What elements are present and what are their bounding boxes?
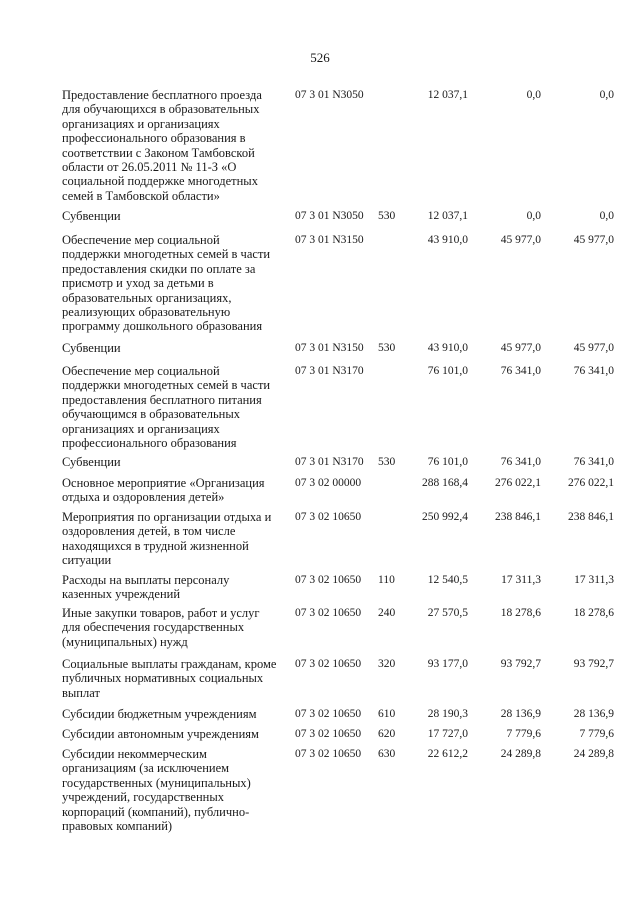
amount-year-2: 45 977,0	[500, 234, 541, 246]
amount-year-2: 76 341,0	[500, 456, 541, 468]
amount-year-1: 43 910,0	[427, 342, 468, 354]
amount-year-2: 93 792,7	[500, 658, 541, 670]
amount-year-2: 0,0	[526, 89, 541, 101]
row-description: Субвенции	[62, 209, 121, 223]
amount-year-2: 276 022,1	[495, 477, 541, 489]
amount-year-1: 43 910,0	[427, 234, 468, 246]
target-article-code: 07 3 02 10650	[295, 511, 362, 523]
expense-type-code: 530	[378, 342, 396, 354]
expense-type-code: 320	[378, 658, 396, 670]
target-article-code: 07 3 01 N3150	[295, 234, 364, 246]
target-article-code: 07 3 01 N3150	[295, 342, 364, 354]
amount-year-3: 45 977,0	[573, 234, 614, 246]
amount-year-1: 28 190,3	[427, 708, 468, 720]
row-description: Обеспечение мер социальной поддержки многодетных семей в части предоставления бесплатного питания обучающимся в образовательных организациях и организациях профессионального образования	[62, 364, 271, 451]
amount-year-2: 17 311,3	[501, 574, 541, 586]
amount-year-3: 276 022,1	[568, 477, 614, 489]
target-article-code: 07 3 02 10650	[295, 574, 362, 586]
target-article-code: 07 3 02 00000	[295, 477, 362, 489]
page-number: 526	[310, 50, 330, 65]
amount-year-1: 22 612,2	[427, 748, 468, 760]
amount-year-1: 27 570,5	[427, 607, 468, 619]
amount-year-2: 45 977,0	[500, 342, 541, 354]
amount-year-1: 93 177,0	[427, 658, 468, 670]
amount-year-3: 24 289,8	[573, 748, 614, 760]
expense-type-code: 620	[378, 728, 396, 740]
amount-year-2: 76 341,0	[500, 365, 541, 377]
target-article-code: 07 3 02 10650	[295, 728, 362, 740]
amount-year-3: 76 341,0	[573, 456, 614, 468]
amount-year-1: 12 037,1	[427, 210, 468, 222]
expense-type-code: 610	[378, 708, 396, 720]
expense-type-code: 110	[378, 574, 395, 586]
expense-type-code: 240	[378, 607, 396, 619]
row-description: Социальные выплаты гражданам, кроме публичных нормативных социальных выплат	[62, 657, 277, 700]
target-article-code: 07 3 01 N3050	[295, 89, 364, 101]
amount-year-2: 24 289,8	[500, 748, 541, 760]
amount-year-3: 45 977,0	[573, 342, 614, 354]
row-description: Субвенции	[62, 455, 121, 469]
row-description: Предоставление бесплатного проезда для обучающихся в образовательных организациях и организациях профессионального образования в соответствии с Законом Тамбовской области от 26.05.2011 № 11-З «О социальной поддержке многодетных семей в Тамбовской области»	[62, 88, 262, 203]
row-description: Обеспечение мер социальной поддержки многодетных семей в части предоставления скидки по оплате за присмотр и уход за детьми в образовательных организациях, реализующих образовательную программу дошкольного образования	[62, 233, 271, 334]
target-article-code: 07 3 02 10650	[295, 708, 362, 720]
amount-year-1: 250 992,4	[422, 511, 468, 523]
row-description: Иные закупки товаров, работ и услуг для обеспечения государственных (муниципальных) нужд	[62, 606, 260, 649]
amount-year-3: 93 792,7	[573, 658, 614, 670]
expense-type-code: 630	[378, 748, 396, 760]
amount-year-3: 76 341,0	[573, 365, 614, 377]
row-description: Субсидии некоммерческим организациям (за исключением государственных (муниципальных) учреждений, государственных корпораций (компаний), публично- правовых компаний)	[62, 747, 251, 834]
amount-year-3: 0,0	[599, 210, 614, 222]
target-article-code: 07 3 02 10650	[295, 748, 362, 760]
amount-year-3: 0,0	[599, 89, 614, 101]
row-description: Мероприятия по организации отдыха и оздоровления детей, в том числе находящихся в трудной жизненной ситуации	[62, 510, 272, 568]
amount-year-2: 0,0	[526, 210, 541, 222]
target-article-code: 07 3 02 10650	[295, 658, 362, 670]
row-description: Расходы на выплаты персоналу казенных учреждений	[62, 573, 230, 602]
amount-year-2: 7 779,6	[506, 728, 541, 740]
target-article-code: 07 3 01 N3170	[295, 365, 364, 377]
row-description: Субсидии бюджетным учреждениям	[62, 707, 257, 721]
amount-year-1: 12 037,1	[427, 89, 468, 101]
amount-year-2: 238 846,1	[495, 511, 541, 523]
amount-year-1: 17 727,0	[427, 728, 468, 740]
target-article-code: 07 3 02 10650	[295, 607, 362, 619]
amount-year-1: 288 168,4	[422, 477, 468, 489]
row-description: Субсидии автономным учреждениям	[62, 727, 259, 741]
amount-year-2: 28 136,9	[500, 708, 541, 720]
amount-year-3: 238 846,1	[568, 511, 614, 523]
amount-year-1: 12 540,5	[427, 574, 468, 586]
row-description: Основное мероприятие «Организация отдыха и оздоровления детей»	[62, 476, 265, 505]
amount-year-3: 7 779,6	[579, 728, 614, 740]
amount-year-3: 18 278,6	[573, 607, 614, 619]
target-article-code: 07 3 01 N3170	[295, 456, 364, 468]
amount-year-3: 28 136,9	[573, 708, 614, 720]
expense-type-code: 530	[378, 210, 396, 222]
amount-year-1: 76 101,0	[427, 456, 468, 468]
amount-year-3: 17 311,3	[574, 574, 614, 586]
expense-type-code: 530	[378, 456, 396, 468]
target-article-code: 07 3 01 N3050	[295, 210, 364, 222]
row-description: Субвенции	[62, 341, 121, 355]
amount-year-2: 18 278,6	[500, 607, 541, 619]
amount-year-1: 76 101,0	[427, 365, 468, 377]
